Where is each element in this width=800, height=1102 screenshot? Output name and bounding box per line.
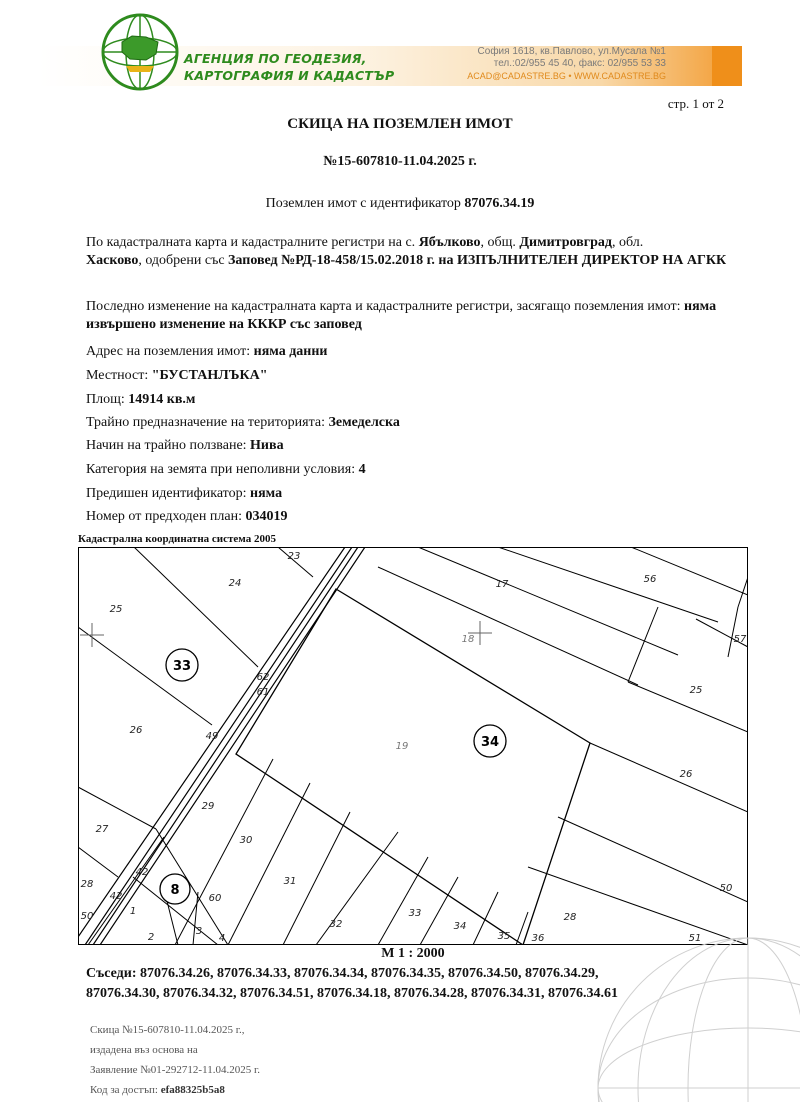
map-block-label: 34 xyxy=(480,735,500,750)
identifier-value: 87076.34.19 xyxy=(464,196,535,211)
field-label: Предишен идентификатор: xyxy=(86,486,251,501)
field-locality xyxy=(86,368,267,384)
map-parcel-label: 23 xyxy=(287,551,301,562)
agency-line-2: КАРТОГРАФИЯ И КАДАСТЪР xyxy=(184,68,395,83)
header xyxy=(0,0,800,110)
map-parcel-label: 33 xyxy=(408,908,422,919)
identifier-line xyxy=(0,196,800,212)
map-parcel-label: 3 xyxy=(195,926,203,937)
neighbors-line-2: 87076.34.30, 87076.34.32, 87076.34.51, 87076.34.18, 87076.34.28, 87076.34.31, 87076.34.61 xyxy=(86,986,618,1001)
map-parcel-label: 30 xyxy=(239,835,253,846)
map-parcel-label: 61 xyxy=(256,687,270,698)
footer-sketch-number: Скица №15-607810-11.04.2025 г., xyxy=(90,1024,245,1036)
approval-order: Заповед №РД-18-458/15.02.2018 г. на ИЗПЪЛНИТЕЛЕН ДИРЕКТОР НА АГКК xyxy=(228,253,727,268)
map-parcel-label: 25 xyxy=(109,604,123,615)
field-value: няма xyxy=(250,486,283,501)
map-block-label: 33 xyxy=(172,659,192,674)
field-area xyxy=(86,392,195,408)
map-parcel-label: 57 xyxy=(733,634,747,645)
map-parcel-label: 2 xyxy=(147,932,155,943)
field-previous-plan xyxy=(86,509,287,525)
map-parcel-label: 27 xyxy=(95,824,109,835)
neighbors-label: Съседи: xyxy=(86,966,137,981)
agency-name xyxy=(184,50,444,84)
field-label: Категория на земята при неполивни условия: xyxy=(86,462,359,477)
document-number: №15-607810-11.04.2025 г. xyxy=(323,154,477,169)
municipality: Димитровград xyxy=(519,235,612,250)
map-parcel-label: 51 xyxy=(688,933,702,944)
globe-watermark-icon xyxy=(548,918,800,1102)
field-value: Нива xyxy=(250,438,284,453)
para1-text1: По кадастралната карта и кадастралните регистри на с. xyxy=(86,235,419,250)
field-value: няма данни xyxy=(253,344,328,359)
map-parcel-label: 25 xyxy=(689,685,703,696)
field-address xyxy=(86,344,328,360)
field-label: Местност: xyxy=(86,368,152,383)
agency-address: София 1618, кв.Павлово, ул.Мусала №1 xyxy=(477,46,666,57)
region: Хасково xyxy=(86,253,139,268)
map-parcel-label: 35 xyxy=(497,931,511,942)
map-parcel-label: 26 xyxy=(679,769,693,780)
field-value: 14914 кв.м xyxy=(128,392,196,407)
village: Ябълково xyxy=(418,235,481,250)
access-code-value: efa88325b5a8 xyxy=(160,1084,225,1096)
map-parcel-label: 60 xyxy=(208,893,222,904)
agency-phone: тел.:02/955 45 40, факс: 02/955 53 33 xyxy=(493,58,666,69)
para2-text: Последно изменение на кадастралната карта и кадастралните регистри, засягащо поземления имот: xyxy=(86,299,684,314)
footer-basis: издадена въз основа на xyxy=(90,1044,198,1056)
agency-web: ACAD@CADASTRE.BG • WWW.CADASTRE.BG xyxy=(467,71,666,81)
field-value: 4 xyxy=(358,462,366,477)
footer-application: Заявление №01-292712-11.04.2025 г. xyxy=(90,1064,260,1076)
field-label: Номер от предходен план: xyxy=(86,509,246,524)
para1-text2: , общ. xyxy=(480,235,520,250)
document-title: СКИЦА НА ПОЗЕМЛЕН ИМОТ xyxy=(287,116,513,132)
map-parcel-label: 50 xyxy=(80,911,94,922)
map-parcel-label: 17 xyxy=(495,579,509,590)
field-value: 034019 xyxy=(245,509,288,524)
map-parcel-label: 32 xyxy=(329,919,343,930)
map-parcel-label: 42 xyxy=(135,867,149,878)
field-previous-id xyxy=(86,486,282,502)
agency-logo-icon xyxy=(100,12,180,92)
map-parcel-label: 28 xyxy=(563,912,577,923)
field-label: Адрес на поземления имот: xyxy=(86,344,254,359)
map-parcel-label: 19 xyxy=(395,741,409,752)
neighbors xyxy=(86,964,766,1004)
map-parcel-label: 50 xyxy=(719,883,733,894)
map-parcel-label: 36 xyxy=(531,933,545,944)
header-band-accent xyxy=(712,46,742,86)
field-purpose xyxy=(86,415,400,431)
map-parcel-label: 42 xyxy=(109,891,123,902)
map-parcel-label: 31 xyxy=(283,876,297,887)
para1-text4: , одобрени със xyxy=(138,253,229,268)
map-parcel-label: 49 xyxy=(205,731,219,742)
map-parcel-label: 28 xyxy=(80,879,94,890)
field-label: Трайно предназначение на територията: xyxy=(86,415,329,430)
last-change-paragraph xyxy=(86,298,746,334)
map-parcel-label: 29 xyxy=(201,801,215,812)
footer-access-code xyxy=(90,1080,260,1100)
map-parcel-label: 18 xyxy=(461,634,475,645)
access-code-label: Код за достъп: xyxy=(90,1084,161,1096)
last-change-value: няма извършено изменение на КККР със заповед xyxy=(86,299,717,332)
map-parcel-label: 62 xyxy=(256,672,270,683)
neighbors-line-1: 87076.34.26, 87076.34.33, 87076.34.34, 87076.34.35, 87076.34.50, 87076.34.29, xyxy=(140,966,599,981)
para1-text3: , обл. xyxy=(611,235,644,250)
field-value: Земеделска xyxy=(328,415,400,430)
cadastral-map xyxy=(78,547,748,945)
map-parcel-label: 34 xyxy=(453,921,467,932)
agency-contact xyxy=(436,46,666,82)
identifier-label: Поземлен имот с идентификатор xyxy=(265,196,461,211)
field-usage xyxy=(86,438,284,454)
cadastre-paragraph xyxy=(86,234,746,270)
agency-line-1: АГЕНЦИЯ ПО ГЕОДЕЗИЯ, xyxy=(184,51,367,66)
field-label: Начин на трайно ползване: xyxy=(86,438,251,453)
field-value: "БУСТАНЛЪКА" xyxy=(151,368,268,383)
map-scale: М 1 : 2000 xyxy=(381,946,445,961)
map-caption: Кадастрална координатна система 2005 xyxy=(78,533,276,545)
page-number: стр. 1 от 2 xyxy=(667,96,724,111)
field-category xyxy=(86,462,366,478)
map-block-label: 8 xyxy=(170,883,180,898)
field-label: Площ: xyxy=(86,392,129,407)
map-parcel-label: 24 xyxy=(228,578,242,589)
map-parcel-label: 56 xyxy=(643,574,657,585)
map-parcel-label: 26 xyxy=(129,725,143,736)
footer xyxy=(90,1020,260,1100)
map-parcel-label: 1 xyxy=(129,906,137,917)
map-parcel-label: 4 xyxy=(218,933,226,944)
